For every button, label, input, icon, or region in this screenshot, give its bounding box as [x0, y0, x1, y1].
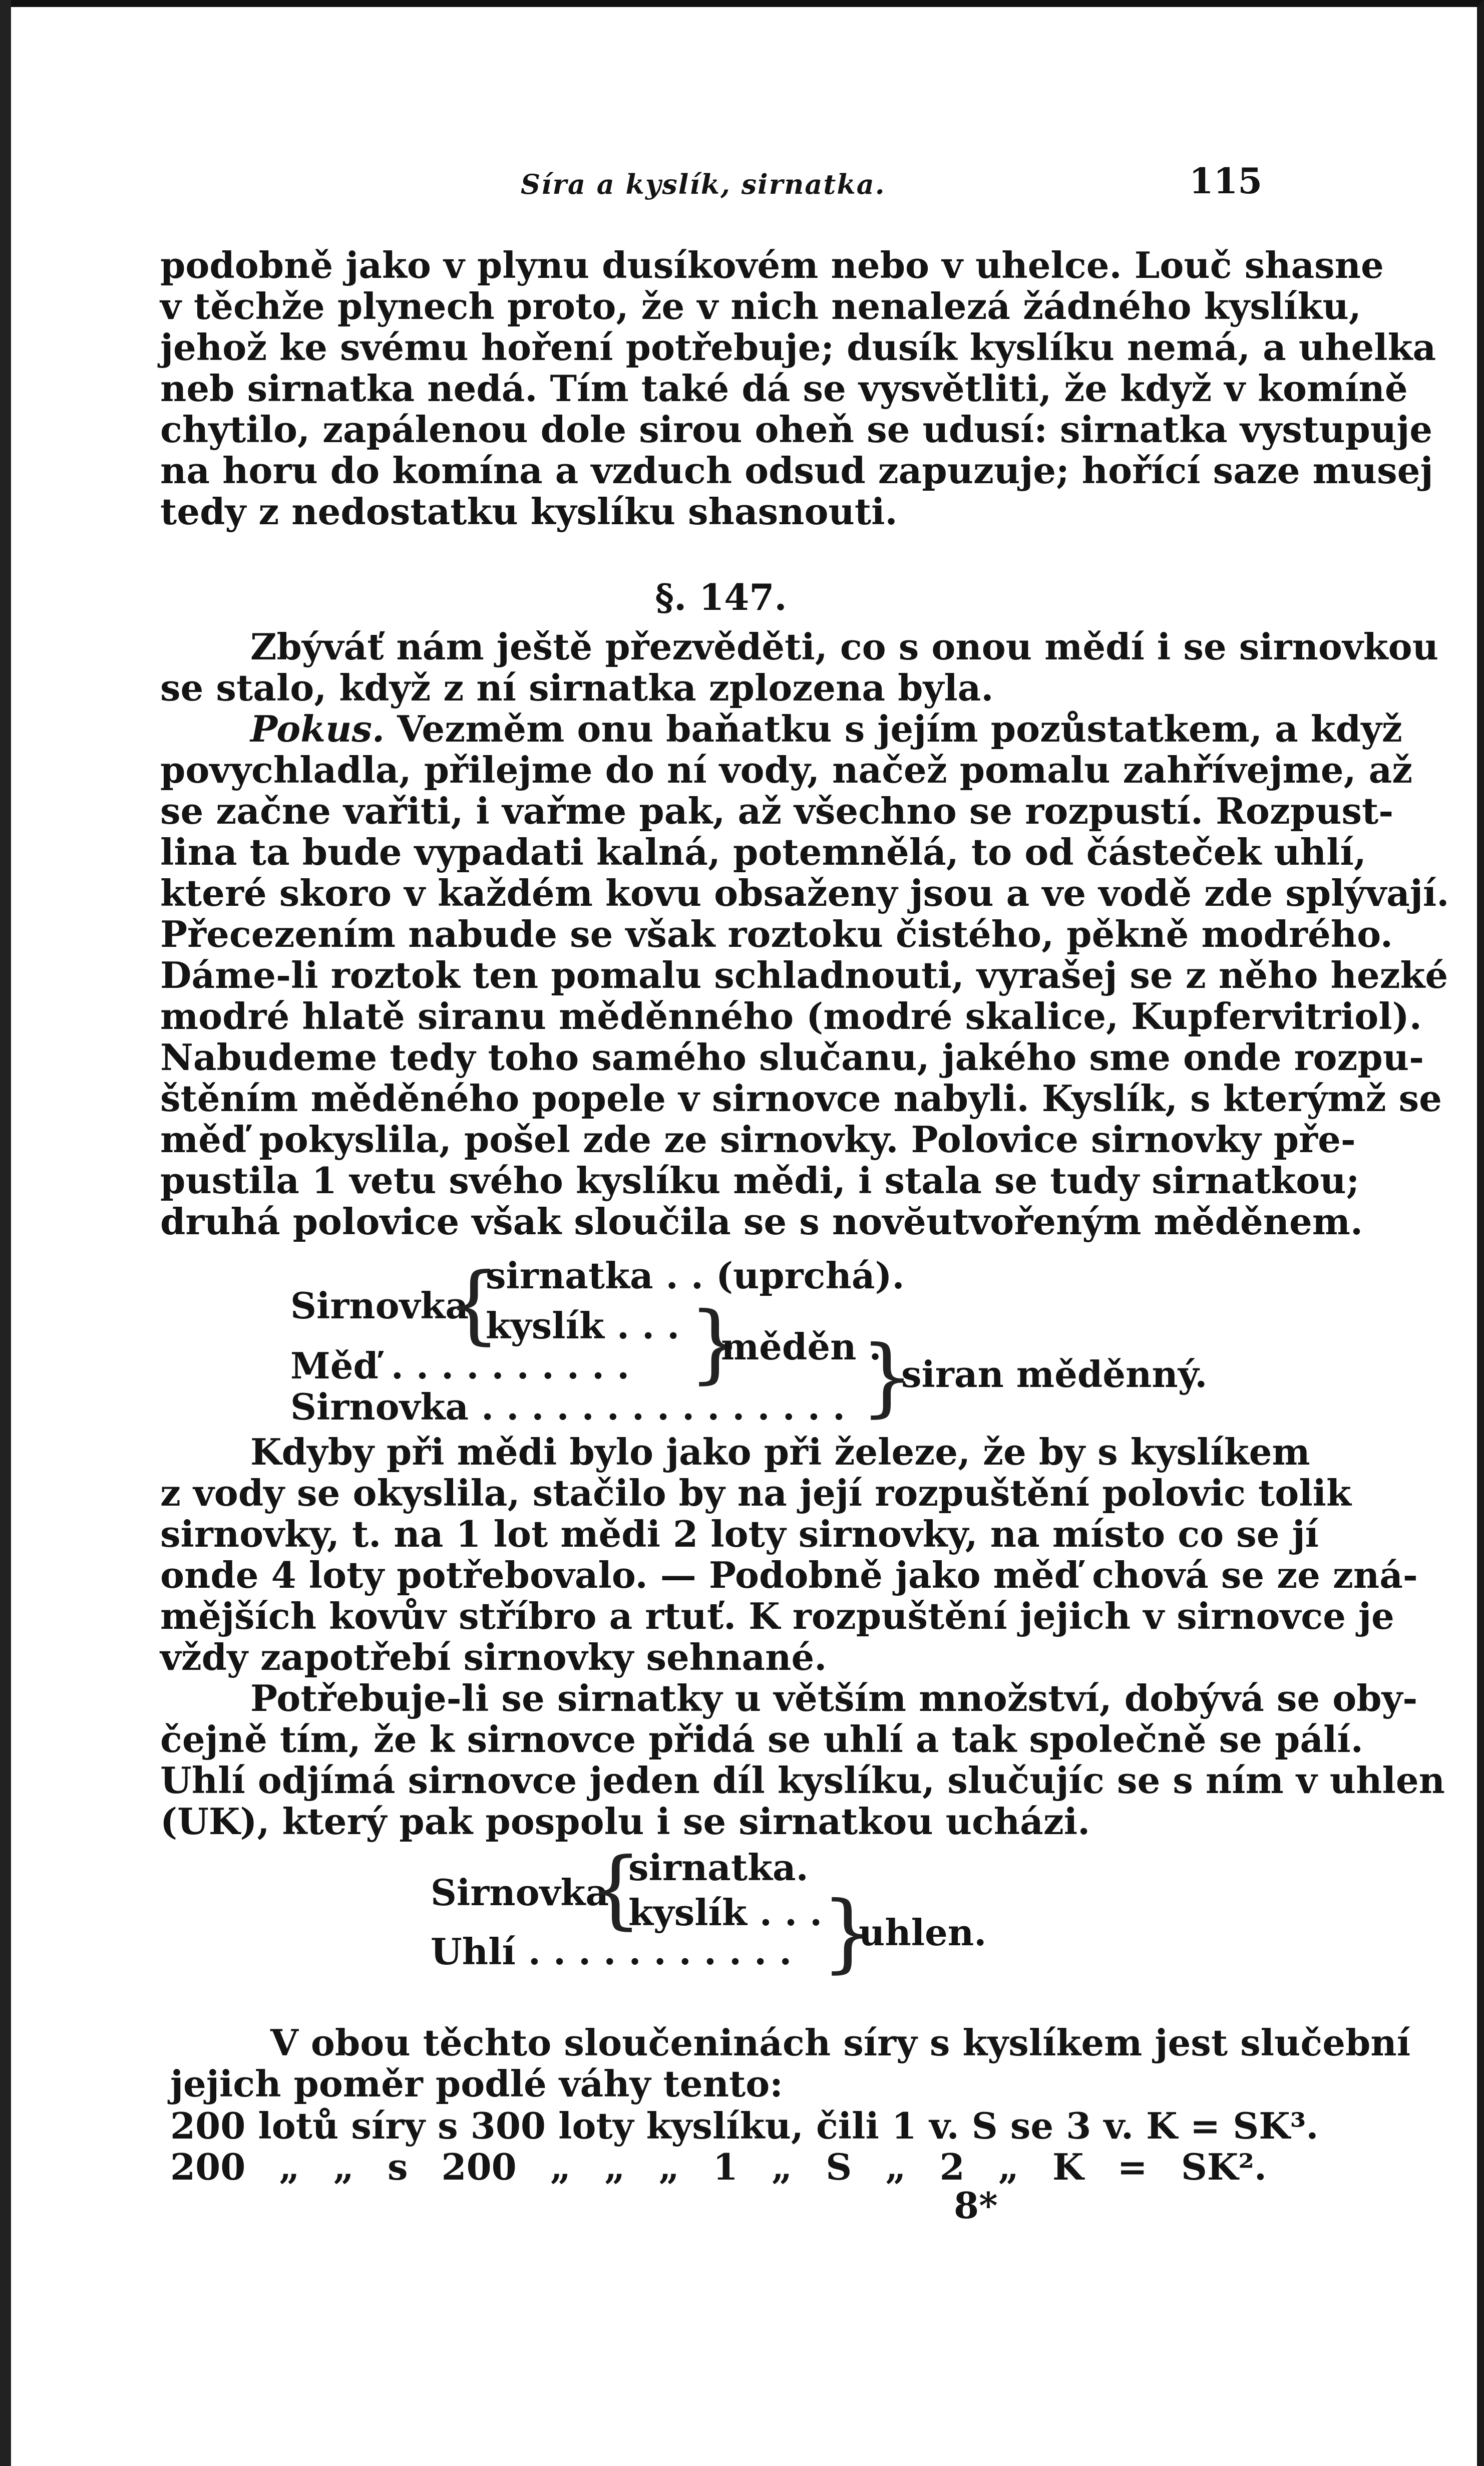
text-line: z vody se okyslila, stačilo by na její rozpuštění polovic tolik	[160, 1472, 1351, 1514]
text-line: Zbýváť nám ještě přezvěděti, co s onou mědí i se sirnovkou	[250, 625, 1439, 668]
brace: }	[860, 1327, 915, 1427]
ratio-line: 200 „ „ s 200 „ „ „ 1 „ S „ 2 „ K = SK².	[170, 2146, 1267, 2188]
scheme-sirnovka: Sirnovka	[290, 1284, 469, 1327]
text-line: lina ta bude vypadati kalná, potemnělá, to od částeček uhlí,	[160, 831, 1366, 873]
scheme-uhli: Uhlí . . . . . . . . . . .	[431, 1930, 792, 1973]
text-line: Uhlí odjímá sirnovce jeden díl kyslíku, slučujíc se s ním v uhlen	[160, 1759, 1445, 1802]
text-line: onde 4 loty potřebovalo. — Podobně jako měď chová se ze zná-	[160, 1554, 1418, 1596]
text-line: mějších kovův stříbro a rtuť. K rozpuštění jejich v sirnovce je	[160, 1595, 1394, 1637]
text-line: jehož ke svému hoření potřebuje; dusík kyslíku nemá, a uhelka	[160, 326, 1436, 369]
text-line: Dáme-li roztok ten pomalu schladnouti, vyrašej se z něho hezké	[160, 954, 1448, 996]
brace: }	[821, 1883, 876, 1982]
ratio-line: 200 lotů síry s 300 loty kyslíku, čili 1 v. S se 3 v. K = SK³.	[170, 2104, 1319, 2147]
text-line: podobně jako v plynu dusíkovém nebo v uhelce. Louč shasne	[160, 244, 1384, 286]
scheme-meden: měděn .	[721, 1325, 882, 1368]
text-line: Přecezením nabude se však roztoku čistého, pěkně modrého.	[160, 913, 1393, 955]
text-line: povychladla, přilejme do ní vody, načež pomalu zahřívejme, až	[160, 749, 1413, 791]
text-line: se stalo, když z ní sirnatka zplozena byla.	[160, 666, 994, 709]
page-number: 115	[1189, 160, 1263, 202]
scheme-sirnatka: sirnatka.	[628, 1846, 809, 1889]
text-line: sirnovky, t. na 1 lot mědi 2 loty sirnovky, na místo co se jí	[160, 1513, 1319, 1555]
text-line: štěním měděného popele v sirnovce nabyli. Kyslík, s kterýmž se	[160, 1077, 1442, 1120]
text-line: V obou těchto sloučeninách síry s kyslíkem jest slučební	[270, 2021, 1411, 2064]
scheme-sirnatka: sirnatka . . (uprchá).	[486, 1254, 905, 1297]
running-title: Síra a kyslík, sirnatka.	[521, 168, 886, 200]
text-line: pustila 1 vetu svého kyslíku mědi, i stala se tudy sirnatkou;	[160, 1159, 1360, 1202]
brace: {	[447, 1255, 501, 1354]
brace: {	[588, 1840, 643, 1939]
binding-edge	[0, 0, 11, 2466]
text-line: měď pokyslila, pošel zde ze sirnovky. Polovice sirnovky pře-	[160, 1118, 1356, 1161]
scheme-kyslik: kyslík . . .	[486, 1304, 680, 1347]
text-line: čejně tím, že k sirnovce přidá se uhlí a tak společně se pálí.	[160, 1718, 1363, 1760]
scheme-sirnovka: Sirnovka	[431, 1871, 609, 1914]
text-line: na horu do komína a vzduch odsud zapuzuje; hořící saze musej	[160, 449, 1433, 492]
text-line: jejich poměr podlé váhy tento:	[170, 2062, 783, 2105]
text-line: se začne vařiti, i vařme pak, až všechno se rozpustí. Rozpust-	[160, 790, 1394, 832]
signature-mark: 8*	[954, 2184, 998, 2227]
pokus-label: Pokus.	[250, 708, 385, 750]
section-heading: §. 147.	[655, 576, 787, 618]
scheme-uhlen: uhlen.	[859, 1911, 987, 1954]
text-line: v těchže plynech proto, že v nich nenalezá žádného kyslíku,	[160, 285, 1361, 327]
text-line: modré hlatě siranu měděnného (modré skalice, Kupfervitriol).	[160, 995, 1422, 1037]
scheme-sirnovka-2: Sirnovka . . . . . . . . . . . . . . .	[290, 1385, 846, 1428]
text-line: Potřebuje-li se sirnatky u větším množství, dobývá se oby-	[250, 1677, 1418, 1719]
text-line-rest: Vezměm onu baňatku s jejím pozůstatkem, a když	[397, 708, 1402, 750]
scheme-kyslik: kyslík . . .	[628, 1891, 823, 1934]
text-line: Nabudeme tedy toho samého slučanu, jakého sme onde rozpu-	[160, 1036, 1424, 1079]
scheme-med: Měď . . . . . . . . . .	[290, 1344, 630, 1387]
text-line: (UK), který pak pospolu i se sirnatkou ucházi.	[160, 1800, 1090, 1843]
text-line: druhá polovice však sloučila se s novĕutvořeným měděnem.	[160, 1200, 1363, 1243]
page-header	[0, 150, 1484, 210]
text-line: které skoro v každém kovu obsaženy jsou a ve vodě zde splývají.	[160, 872, 1449, 914]
text-line	[250, 708, 1402, 750]
text-line: neb sirnatka nedá. Tím také dá se vysvětliti, že když v komíně	[160, 367, 1408, 410]
brace: }	[688, 1294, 743, 1393]
scheme-siran: siran měděnný.	[901, 1353, 1208, 1395]
text-line: chytilo, zapálenou dole sirou oheň se udusí: sirnatka vystupuje	[160, 408, 1433, 451]
text-line: tedy z nedostatku kyslíku shasnouti.	[160, 490, 898, 533]
text-line: vždy zapotřebí sirnovky sehnané.	[160, 1636, 827, 1678]
text-line: Kdyby při mědi bylo jako při železe, že by s kyslíkem	[250, 1431, 1310, 1473]
